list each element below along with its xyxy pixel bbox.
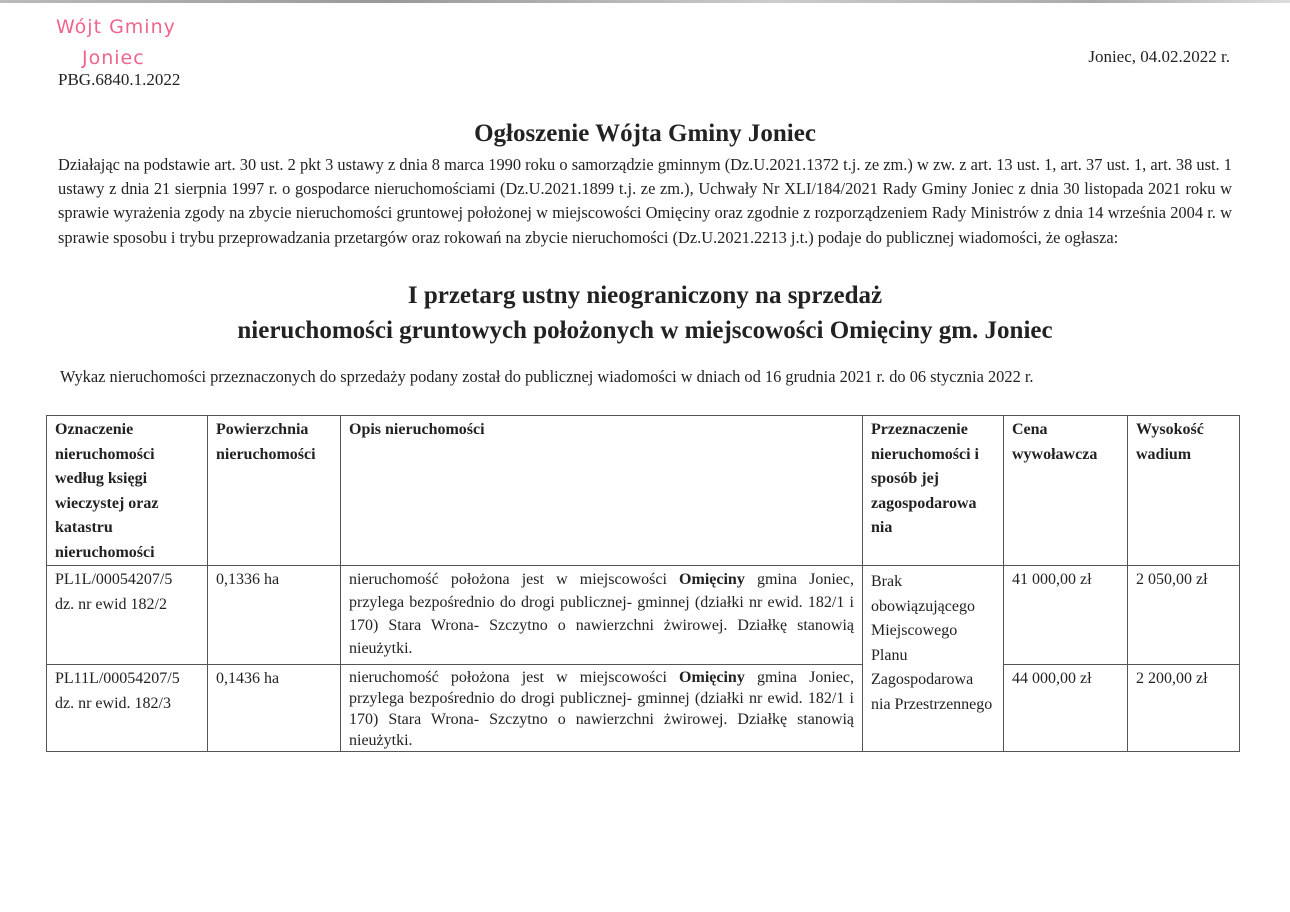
parcel-number: dz. nr ewid. 182/3 [55,694,171,712]
cell-wadium: 2 200,00 zł [1128,665,1240,752]
header-powierzchnia: Powierzchnia nieruchomości [208,416,341,566]
cell-przeznaczenie: Brak obowiązującego Miejscowego Planu Zagospodarowa nia Przestrzennego [863,566,1004,752]
table-row [47,566,1240,665]
place-date: Joniec, 04.02.2022 r. [1088,47,1230,66]
cell-wadium: 2 050,00 zł [1128,566,1240,665]
desc-text: nieruchomość położona jest w miejscowości [349,571,680,588]
cell-description [341,665,863,752]
desc-locality: Omięciny [679,571,745,588]
desc-text: gmina Joniec, przylega bezpośrednio do drogi publicznej- gminnej (działki nr ewid. 182/1 i 170) Stara Wrona- Szczytno o nawierzchni żwirowej. Działkę stanowią nieużytki. [349,669,854,749]
parcel-number: dz. nr ewid 182/2 [55,595,167,613]
tender-heading-line-1: I przetarg ustny nieograniczony na sprzedaż [407,282,883,309]
document-title: Ogłoszenie Wójta Gminy Joniec [474,120,816,147]
header-cena: Cena wywoławcza [1004,416,1128,566]
kw-number: PL1L/00054207/5 [55,571,173,588]
table-row [47,665,1240,752]
table-header-row [47,416,1240,566]
cell-description [341,566,863,665]
kw-number: PL11L/00054207/5 [55,670,180,687]
header-opis: Opis nieruchomości [341,416,863,566]
intro-paragraph: Działając na podstawie art. 30 ust. 2 pkt 3 ustawy z dnia 8 marca 1990 roku o samorządzie gminnym (Dz.U.2021.1372 t.j. ze zm.) w zw. z art. 13 ust. 1, art. 37 ust. 1, art. 38 ust. 1 ustawy z dnia 21 sierpnia 1997 r. o gospodarce nieruchomościami (Dz.U.2021.1899 t.j. ze zm.), Uchwały Nr XLI/184/2021 Rady Gminy Joniec z dnia 30 listopada 2021 roku w sprawie wyrażenia zgody na zbycie nieruchomości gruntowej położonej w miejscowości Omięciny oraz zgodnie z rozporządzeniem Rady Ministrów z dnia 14 września 2004 r. w sprawie sposobu i trybu przeprowadzania przetargów oraz rokowań na zbycie nieruchomości (Dz.U.2021.2213 j.t.) podaje do publicznej wiadomości, że ogłasza: [58,155,1232,247]
desc-text: nieruchomość położona jest w miejscowości [349,669,680,686]
cell-area: 0,1436 ha [208,665,341,752]
reference-number: PBG.6840.1.2022 [58,70,181,89]
cell-kw [47,566,208,665]
stamp-line-1: Wójt Gminy [56,16,176,38]
property-table [46,415,1240,752]
desc-text: gmina Joniec, przylega bezpośrednio do drogi publicznej- gminnej (działki nr ewid. 182/1 i 170) Stara Wrona- Szczytno o nawierzchni żwirowej. Działkę stanowią nieużytki. [349,571,854,657]
stamp-line-2: Joniec [82,47,145,69]
header-oznaczenie: Oznaczenie nieruchomości według księgi wieczystej oraz katastru nieruchomości [47,416,208,566]
header-wadium: Wysokość wadium [1128,416,1240,566]
cell-price: 41 000,00 zł [1004,566,1128,665]
header-przeznaczenie: Przeznaczenie nieruchomości i sposób jej zagospodarowa nia [863,416,1004,566]
cell-kw [47,665,208,752]
cell-area: 0,1336 ha [208,566,341,665]
wykaz-note: Wykaz nieruchomości przeznaczonych do sprzedaży podany został do publicznej wiadomości w dniach od 16 grudnia 2021 r. do 06 stycznia 2022 r. [60,367,1034,386]
desc-locality: Omięciny [679,669,745,686]
tender-heading-line-2: nieruchomości gruntowych położonych w miejscowości Omięciny gm. Joniec [237,317,1053,344]
scan-edge [0,0,1290,3]
cell-price: 44 000,00 zł [1004,665,1128,752]
